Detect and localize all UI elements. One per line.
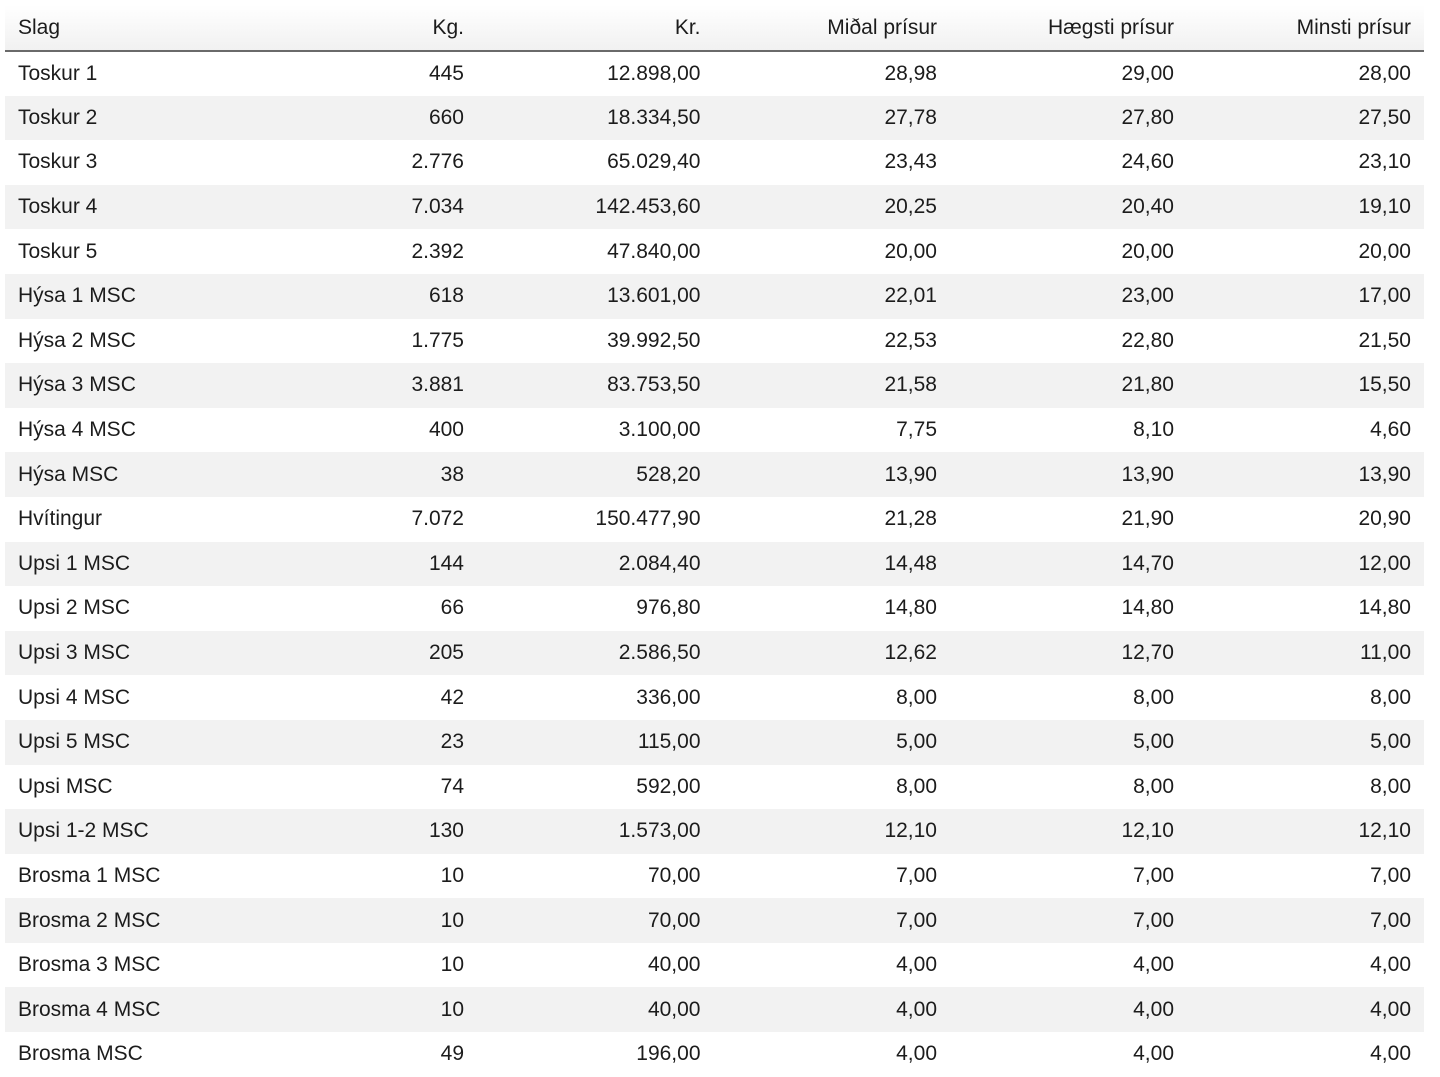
cell-species: Upsi 1-2 MSC xyxy=(5,809,241,854)
cell-average-price: 14,48 xyxy=(714,542,951,587)
cell-kg: 144 xyxy=(241,542,477,587)
cell-lowest-price: 27,50 xyxy=(1187,96,1424,141)
cell-highest-price: 20,00 xyxy=(1121,239,1174,263)
cell-highest-price: 14,70 xyxy=(950,542,1187,587)
cell-highest-price: 12,70 xyxy=(950,631,1187,676)
cell-average-price: 7,00 xyxy=(896,863,937,887)
cell-kg: 660 xyxy=(241,96,477,141)
table-row xyxy=(5,675,1424,720)
cell-highest-price: 14,80 xyxy=(1121,596,1174,620)
column-header-species[interactable]: Slag xyxy=(5,5,241,51)
cell-kr: 13.601,00 xyxy=(477,274,714,319)
cell-highest-price: 21,80 xyxy=(950,363,1187,408)
column-header-highest-price[interactable]: Hægsti prísur xyxy=(950,5,1187,51)
cell-species: Toskur 1 xyxy=(18,61,98,85)
cell-average-price: 4,00 xyxy=(714,987,951,1032)
cell-species: Upsi 4 MSC xyxy=(18,685,131,709)
cell-kg: 23 xyxy=(241,720,477,765)
cell-kr: 2.586,50 xyxy=(477,631,714,676)
cell-kg: 10 xyxy=(241,898,477,943)
cell-kg: 10 xyxy=(241,987,477,1032)
cell-species: Brosma 1 MSC xyxy=(18,863,161,887)
table-row xyxy=(5,96,1424,141)
cell-kr: 83.753,50 xyxy=(477,363,714,408)
cell-lowest-price: 4,60 xyxy=(1370,418,1411,442)
table-row xyxy=(5,987,1424,1032)
cell-average-price: 8,00 xyxy=(896,685,937,709)
price-table xyxy=(5,5,1424,1077)
cell-kr: 2.084,40 xyxy=(477,542,714,587)
cell-kr: 336,00 xyxy=(636,685,701,709)
table-row xyxy=(5,51,1424,96)
cell-species: Brosma MSC xyxy=(18,1042,143,1066)
cell-kr: 39.992,50 xyxy=(607,328,701,352)
column-header-average-price[interactable]: Miðal prísur xyxy=(714,5,951,51)
table-row xyxy=(5,363,1424,408)
cell-kg: 3.881 xyxy=(241,363,477,408)
cell-species: Brosma 4 MSC xyxy=(5,987,241,1032)
cell-highest-price: 7,00 xyxy=(1133,863,1174,887)
cell-kg: 2.392 xyxy=(411,239,464,263)
cell-lowest-price: 28,00 xyxy=(1358,61,1411,85)
cell-species: Hýsa 3 MSC xyxy=(5,363,241,408)
header-row xyxy=(5,5,1424,51)
cell-average-price: 8,00 xyxy=(896,774,937,798)
cell-kg: 66 xyxy=(440,596,464,620)
cell-species: Upsi 1 MSC xyxy=(5,542,241,587)
cell-highest-price: 27,80 xyxy=(950,96,1187,141)
cell-highest-price: 4,00 xyxy=(1133,1042,1174,1066)
cell-lowest-price: 17,00 xyxy=(1187,274,1424,319)
cell-species: Hvítingur xyxy=(18,507,103,531)
cell-kr: 40,00 xyxy=(477,987,714,1032)
cell-highest-price: 5,00 xyxy=(950,720,1187,765)
cell-kg: 42 xyxy=(440,685,464,709)
cell-lowest-price: 5,00 xyxy=(1187,720,1424,765)
cell-average-price: 4,00 xyxy=(896,1042,937,1066)
column-header-kg[interactable]: Kg. xyxy=(241,5,477,51)
cell-kg: 10 xyxy=(440,953,464,977)
cell-kr: 150.477,90 xyxy=(595,507,701,531)
cell-kg: 1.775 xyxy=(411,328,464,352)
cell-lowest-price: 23,10 xyxy=(1358,150,1411,174)
cell-kg: 130 xyxy=(241,809,477,854)
cell-lowest-price: 7,00 xyxy=(1370,863,1411,887)
table-row xyxy=(5,1032,1424,1077)
cell-kg: 49 xyxy=(440,1042,464,1066)
cell-lowest-price: 20,00 xyxy=(1358,239,1411,263)
cell-species: Brosma 3 MSC xyxy=(18,953,161,977)
cell-average-price: 27,78 xyxy=(714,96,951,141)
cell-highest-price: 21,90 xyxy=(1121,507,1174,531)
cell-kr: 592,00 xyxy=(636,774,701,798)
cell-kr: 1.573,00 xyxy=(477,809,714,854)
cell-lowest-price: 8,00 xyxy=(1370,685,1411,709)
cell-species: Toskur 2 xyxy=(5,96,241,141)
cell-kg: 618 xyxy=(241,274,477,319)
cell-kg: 7.034 xyxy=(241,185,477,230)
table-row xyxy=(5,586,1424,631)
cell-average-price: 22,53 xyxy=(884,328,937,352)
cell-kr: 976,80 xyxy=(636,596,701,620)
cell-average-price: 21,58 xyxy=(714,363,951,408)
cell-average-price: 13,90 xyxy=(714,452,951,497)
table-row xyxy=(5,229,1424,274)
cell-lowest-price: 21,50 xyxy=(1358,328,1411,352)
cell-kg: 445 xyxy=(428,61,464,85)
cell-highest-price: 8,00 xyxy=(1133,774,1174,798)
cell-average-price: 12,62 xyxy=(714,631,951,676)
cell-highest-price: 8,00 xyxy=(1133,685,1174,709)
cell-kg: 7.072 xyxy=(411,507,464,531)
cell-species: Upsi MSC xyxy=(18,774,113,798)
table-row xyxy=(5,720,1424,765)
cell-kr: 196,00 xyxy=(636,1042,701,1066)
table-row xyxy=(5,319,1424,364)
price-table-container xyxy=(5,5,1424,1077)
table-row xyxy=(5,452,1424,497)
cell-kr: 115,00 xyxy=(477,720,714,765)
cell-average-price: 12,10 xyxy=(714,809,951,854)
cell-average-price: 20,25 xyxy=(714,185,951,230)
cell-lowest-price: 4,00 xyxy=(1370,1042,1411,1066)
cell-lowest-price: 20,90 xyxy=(1358,507,1411,531)
cell-species: Upsi 5 MSC xyxy=(5,720,241,765)
cell-average-price: 4,00 xyxy=(896,953,937,977)
cell-lowest-price: 19,10 xyxy=(1187,185,1424,230)
cell-species: Hýsa 2 MSC xyxy=(18,328,136,352)
cell-kr: 47.840,00 xyxy=(607,239,701,263)
cell-kr: 70,00 xyxy=(477,898,714,943)
cell-lowest-price: 13,90 xyxy=(1187,452,1424,497)
cell-species: Toskur 4 xyxy=(5,185,241,230)
table-body xyxy=(5,51,1424,1077)
cell-lowest-price: 14,80 xyxy=(1358,596,1411,620)
table-row xyxy=(5,497,1424,542)
table-row xyxy=(5,631,1424,676)
cell-lowest-price: 4,00 xyxy=(1187,987,1424,1032)
cell-highest-price: 12,10 xyxy=(950,809,1187,854)
cell-lowest-price: 11,00 xyxy=(1187,631,1424,676)
cell-lowest-price: 12,10 xyxy=(1187,809,1424,854)
cell-kg: 74 xyxy=(440,774,464,798)
cell-average-price: 22,01 xyxy=(714,274,951,319)
cell-species: Toskur 5 xyxy=(18,239,98,263)
column-header-lowest-price[interactable]: Minsti prísur xyxy=(1187,5,1424,51)
cell-lowest-price: 8,00 xyxy=(1370,774,1411,798)
cell-highest-price: 22,80 xyxy=(1121,328,1174,352)
cell-kr: 142.453,60 xyxy=(477,185,714,230)
cell-species: Hýsa 1 MSC xyxy=(5,274,241,319)
cell-kr: 40,00 xyxy=(647,953,701,977)
cell-average-price: 28,98 xyxy=(884,61,937,85)
cell-average-price: 21,28 xyxy=(884,507,937,531)
cell-species: Upsi 2 MSC xyxy=(18,596,131,620)
cell-species: Toskur 3 xyxy=(18,150,98,174)
cell-species: Brosma 2 MSC xyxy=(5,898,241,943)
cell-highest-price: 4,00 xyxy=(950,987,1187,1032)
cell-kr: 528,20 xyxy=(477,452,714,497)
cell-kg: 205 xyxy=(241,631,477,676)
table-row xyxy=(5,765,1424,810)
table-row xyxy=(5,854,1424,899)
cell-average-price: 23,43 xyxy=(884,150,937,174)
cell-kg: 2.776 xyxy=(411,150,464,174)
cell-kg: 10 xyxy=(440,863,464,887)
cell-lowest-price: 7,00 xyxy=(1187,898,1424,943)
table-row xyxy=(5,140,1424,185)
table-row xyxy=(5,809,1424,854)
table-row xyxy=(5,274,1424,319)
cell-kg: 38 xyxy=(241,452,477,497)
table-row xyxy=(5,185,1424,230)
cell-kr: 70,00 xyxy=(647,863,701,887)
cell-highest-price: 29,00 xyxy=(1121,61,1174,85)
cell-average-price: 7,75 xyxy=(896,418,937,442)
cell-kr: 3.100,00 xyxy=(618,418,701,442)
cell-kr: 12.898,00 xyxy=(607,61,701,85)
table-header xyxy=(5,5,1424,51)
cell-lowest-price: 15,50 xyxy=(1187,363,1424,408)
cell-kg: 400 xyxy=(428,418,464,442)
table-row xyxy=(5,943,1424,988)
cell-average-price: 14,80 xyxy=(884,596,937,620)
cell-highest-price: 13,90 xyxy=(950,452,1187,497)
table-row xyxy=(5,408,1424,453)
column-header-kr[interactable]: Kr. xyxy=(477,5,714,51)
table-row xyxy=(5,898,1424,943)
cell-species: Upsi 3 MSC xyxy=(5,631,241,676)
cell-species: Hýsa MSC xyxy=(5,452,241,497)
cell-highest-price: 4,00 xyxy=(1133,953,1174,977)
cell-average-price: 20,00 xyxy=(884,239,937,263)
cell-average-price: 7,00 xyxy=(714,898,951,943)
cell-highest-price: 20,40 xyxy=(950,185,1187,230)
cell-kr: 18.334,50 xyxy=(477,96,714,141)
cell-highest-price: 8,10 xyxy=(1133,418,1174,442)
cell-highest-price: 23,00 xyxy=(950,274,1187,319)
cell-highest-price: 7,00 xyxy=(950,898,1187,943)
cell-species: Hýsa 4 MSC xyxy=(18,418,136,442)
cell-average-price: 5,00 xyxy=(714,720,951,765)
cell-lowest-price: 12,00 xyxy=(1187,542,1424,587)
cell-kr: 65.029,40 xyxy=(607,150,701,174)
cell-lowest-price: 4,00 xyxy=(1370,953,1411,977)
table-row xyxy=(5,542,1424,587)
cell-highest-price: 24,60 xyxy=(1121,150,1174,174)
